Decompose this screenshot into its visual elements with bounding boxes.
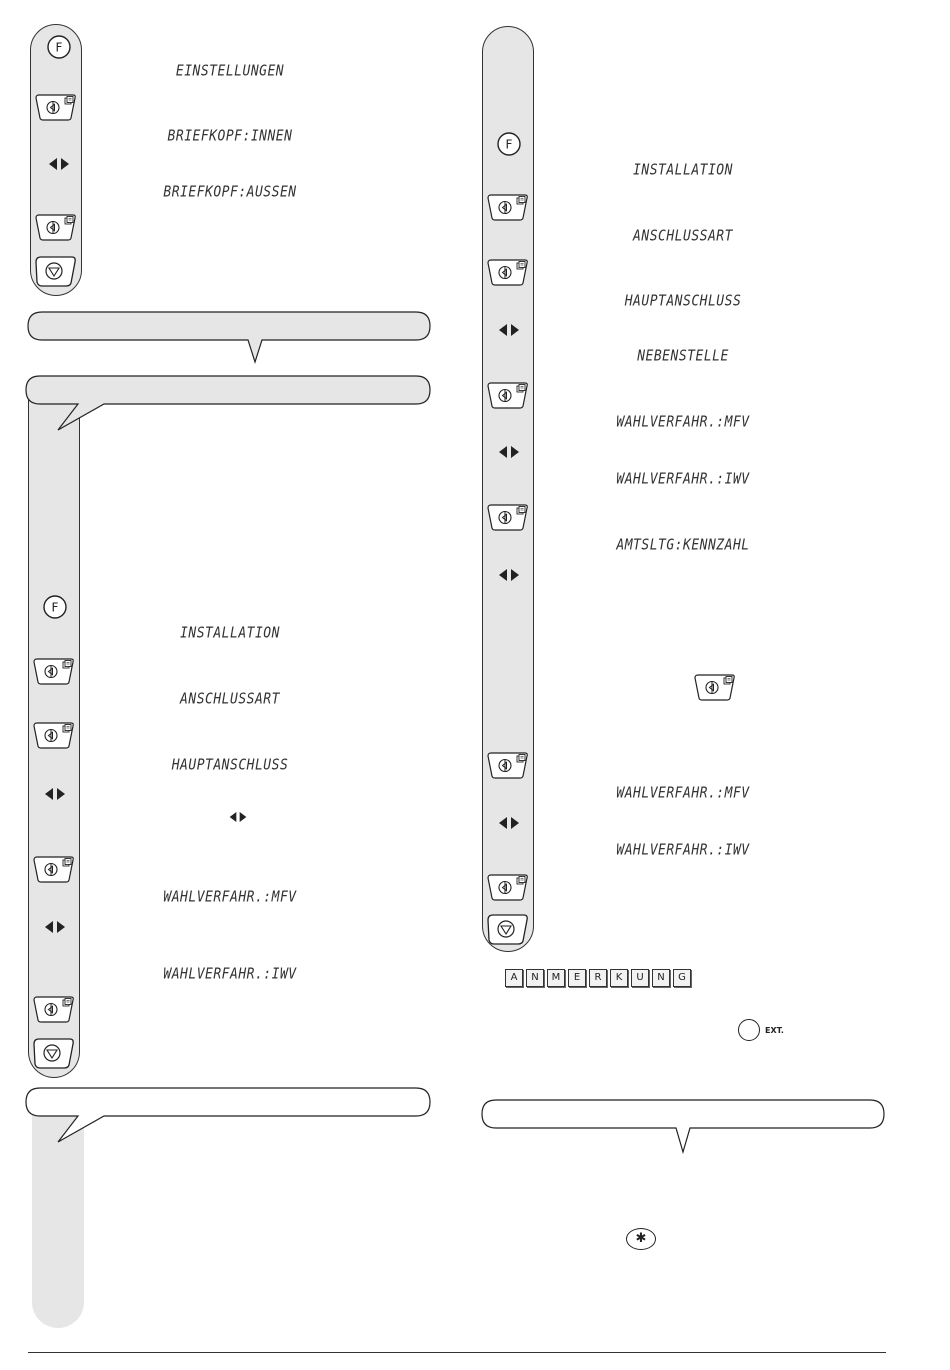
start-copy-key-icon[interactable]: [486, 194, 530, 221]
left-right-arrow-keys-icon[interactable]: [497, 323, 521, 337]
letter-key: N: [652, 969, 670, 987]
display-text: WAHLVERFAHR.:IWV: [163, 965, 297, 984]
speech-bubble-icon: [24, 1086, 434, 1146]
display-text: WAHLVERFAHR.:IWV: [616, 841, 750, 860]
function-key-icon[interactable]: [496, 131, 522, 157]
left-right-arrow-keys-icon[interactable]: [47, 157, 71, 171]
display-text: BRIEFKOPF:AUSSEN: [163, 183, 297, 202]
display-text: ANSCHLUSSART: [633, 227, 733, 246]
stop-key-icon[interactable]: [484, 912, 532, 946]
display-text: INSTALLATION: [180, 624, 280, 643]
start-copy-key-icon[interactable]: [486, 504, 530, 531]
display-text: WAHLVERFAHR.:MFV: [163, 888, 297, 907]
letter-key: E: [568, 969, 586, 987]
right-key-strip: [482, 26, 534, 952]
start-copy-key-icon[interactable]: [32, 658, 76, 685]
start-copy-key-icon[interactable]: [32, 722, 76, 749]
start-copy-key-icon[interactable]: [32, 996, 76, 1023]
ext-key-icon: [738, 1019, 760, 1041]
left-right-arrow-keys-icon[interactable]: [43, 787, 67, 801]
display-text: WAHLVERFAHR.:MFV: [616, 413, 750, 432]
left-right-arrow-keys-icon[interactable]: [497, 568, 521, 582]
letter-key: G: [673, 969, 691, 987]
start-copy-key-icon[interactable]: [486, 259, 530, 286]
start-copy-key-icon[interactable]: [486, 382, 530, 409]
start-copy-key-icon[interactable]: [32, 856, 76, 883]
left-right-arrow-keys-icon[interactable]: [43, 920, 67, 934]
start-copy-key-icon[interactable]: [486, 874, 530, 901]
display-text: HAUPTANSCHLUSS: [171, 756, 289, 775]
note-letter-keys: [505, 969, 691, 987]
letter-key: A: [505, 969, 523, 987]
start-copy-key-icon[interactable]: [34, 214, 78, 241]
start-copy-key-icon[interactable]: [486, 752, 530, 779]
function-key-icon[interactable]: [46, 34, 72, 60]
display-text: ANSCHLUSSART: [180, 690, 280, 709]
letter-key: M: [547, 969, 565, 987]
display-text: EINSTELLUNGEN: [175, 62, 285, 81]
display-text: INSTALLATION: [633, 161, 733, 180]
letter-key: U: [631, 969, 649, 987]
stop-key-icon[interactable]: [32, 254, 80, 288]
function-key-icon[interactable]: [42, 594, 68, 620]
speech-bubble-icon: [480, 1098, 888, 1156]
star-key-icon: ✱: [626, 1228, 656, 1250]
display-text: AMTSLTG:KENNZAHL: [616, 536, 750, 555]
start-copy-key-icon[interactable]: [34, 94, 78, 121]
start-copy-key-icon: [693, 674, 737, 701]
display-text: BRIEFKOPF:INNEN: [167, 127, 293, 146]
display-text: HAUPTANSCHLUSS: [624, 292, 742, 311]
letter-key: R: [589, 969, 607, 987]
stop-key-icon[interactable]: [30, 1036, 78, 1070]
display-text: WAHLVERFAHR.:MFV: [616, 784, 750, 803]
speech-bubble-icon: [24, 374, 434, 434]
display-text: NEBENSTELLE: [637, 347, 729, 366]
left-right-arrow-keys-icon[interactable]: [497, 445, 521, 459]
left-right-arrow-keys-icon: [228, 811, 248, 823]
letter-key: K: [610, 969, 628, 987]
display-text: WAHLVERFAHR.:IWV: [616, 470, 750, 489]
ext-label: EXT.: [765, 1026, 784, 1035]
letter-key: N: [526, 969, 544, 987]
speech-bubble-icon: [26, 310, 432, 366]
left-right-arrow-keys-icon[interactable]: [497, 816, 521, 830]
page-bottom-rule: [28, 1352, 886, 1353]
